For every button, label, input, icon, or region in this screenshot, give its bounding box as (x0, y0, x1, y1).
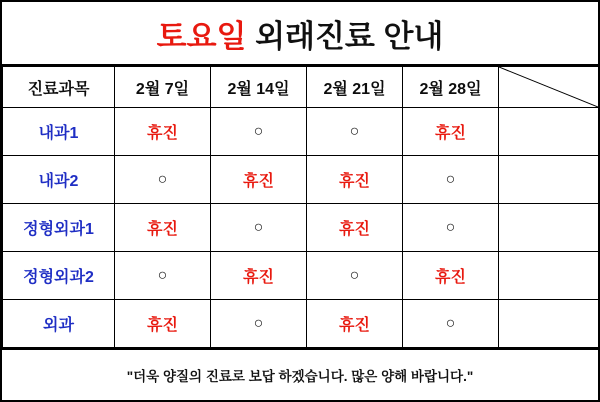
table-row (3, 204, 599, 252)
header-blank-diagonal (499, 67, 599, 108)
table-row (3, 252, 599, 300)
row-cell: 휴진 (115, 108, 211, 156)
row-cell: ○ (211, 108, 307, 156)
row-cell-blank (499, 108, 599, 156)
row-subject: 외과 (3, 300, 115, 348)
row-cell: 휴진 (211, 156, 307, 204)
row-cell: 휴진 (115, 204, 211, 252)
footer (2, 348, 598, 400)
row-cell-blank (499, 252, 599, 300)
row-cell: 휴진 (115, 300, 211, 348)
header-subject: 진료과목 (3, 67, 115, 108)
page-title-highlight: 토요일 (156, 18, 247, 54)
row-subject: 내과2 (3, 156, 115, 204)
row-cell: 휴진 (403, 252, 499, 300)
footer-note: "더욱 양질의 진료로 보답 하겠습니다. 많은 양해 바랍니다." (126, 369, 474, 384)
schedule-table-wrap (2, 66, 598, 348)
row-cell: ○ (403, 156, 499, 204)
row-cell-blank (499, 156, 599, 204)
title-bar (2, 2, 598, 66)
row-cell: ○ (115, 252, 211, 300)
row-cell: 휴진 (211, 252, 307, 300)
schedule-table (2, 66, 599, 348)
row-cell-blank (499, 204, 599, 252)
row-cell: ○ (307, 252, 403, 300)
row-subject: 정형외과2 (3, 252, 115, 300)
row-subject: 내과1 (3, 108, 115, 156)
page-title-rest: 외래진료 안내 (246, 18, 444, 54)
header-date-4: 2월 28일 (403, 67, 499, 108)
header-date-1: 2월 7일 (115, 67, 211, 108)
table-row (3, 108, 599, 156)
row-cell-blank (499, 300, 599, 348)
table-header-row (3, 67, 599, 108)
table-row (3, 300, 599, 348)
diagonal-line-icon (499, 67, 598, 107)
row-cell: 휴진 (307, 300, 403, 348)
row-cell: ○ (403, 204, 499, 252)
row-cell: ○ (403, 300, 499, 348)
header-date-2: 2월 14일 (211, 67, 307, 108)
row-cell: 휴진 (403, 108, 499, 156)
row-cell: ○ (307, 108, 403, 156)
page-title (157, 11, 444, 56)
row-cell: ○ (115, 156, 211, 204)
row-cell: 휴진 (307, 156, 403, 204)
row-cell: ○ (211, 300, 307, 348)
row-cell: 휴진 (307, 204, 403, 252)
header-date-3: 2월 21일 (307, 67, 403, 108)
table-row (3, 156, 599, 204)
row-subject: 정형외과1 (3, 204, 115, 252)
row-cell: ○ (211, 204, 307, 252)
